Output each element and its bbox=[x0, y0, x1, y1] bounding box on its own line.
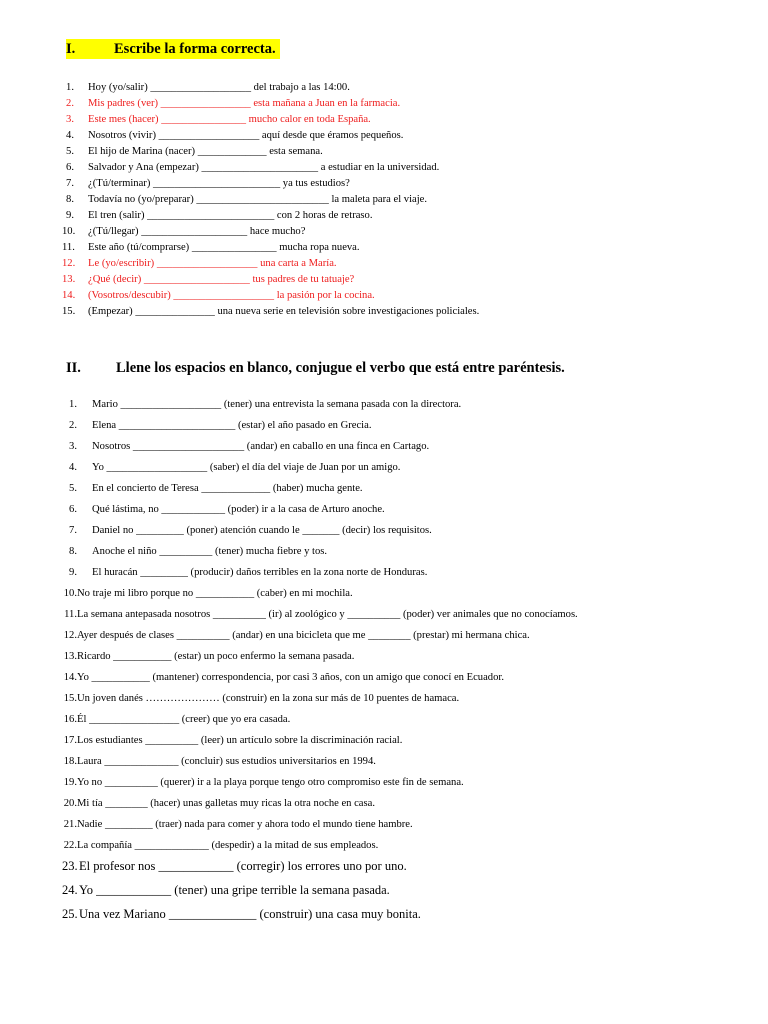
item-number: 13. bbox=[63, 651, 77, 662]
item-text: En el concierto de Teresa _____________ (haber) mucha gente. bbox=[92, 483, 363, 494]
item-number: 6. bbox=[69, 504, 77, 515]
exercise-item bbox=[62, 587, 353, 601]
exercise-item bbox=[62, 839, 378, 853]
exercise-item bbox=[62, 129, 403, 143]
item-text: El huracán _________ (producir) daños terribles en la zona norte de Honduras. bbox=[92, 567, 428, 578]
item-number: 21. bbox=[63, 819, 77, 830]
exercise-item bbox=[62, 161, 439, 175]
item-text: La semana antepasada nosotros __________ (ir) al zoológico y __________ (poder) ver animales que no conocíamos. bbox=[77, 609, 578, 620]
exercise-item bbox=[62, 907, 421, 921]
item-text: Yo ___________________ (saber) el día del viaje de Juan por un amigo. bbox=[92, 462, 401, 473]
item-text: El profesor nos ____________ (corregir) los errores uno por uno. bbox=[79, 859, 407, 873]
item-text: Yo ____________ (tener) una gripe terrible la semana pasada. bbox=[79, 883, 390, 897]
section-1-number: I. bbox=[66, 41, 76, 57]
item-number: 3. bbox=[66, 114, 74, 125]
item-number: 10. bbox=[62, 226, 76, 237]
exercise-item bbox=[62, 177, 350, 191]
exercise-item bbox=[62, 629, 530, 643]
item-text: El hijo de Marina (nacer) _____________ esta semana. bbox=[88, 146, 323, 157]
exercise-item bbox=[62, 209, 373, 223]
item-number: 17. bbox=[63, 735, 77, 746]
item-text: Ayer después de clases __________ (andar) en una bicicleta que me ________ (prestar) mi hermana chica. bbox=[77, 630, 530, 641]
section-1-title bbox=[66, 41, 280, 58]
item-text: (Vosotros/descubir) ___________________ la pasión por la cocina. bbox=[88, 290, 375, 301]
exercise-item bbox=[62, 608, 578, 622]
exercise-item bbox=[62, 734, 402, 748]
item-text: Anoche el niño __________ (tener) mucha fiebre y tos. bbox=[92, 546, 328, 557]
exercise-item bbox=[62, 797, 375, 811]
section-2-title bbox=[66, 360, 565, 377]
exercise-item bbox=[62, 482, 363, 496]
exercise-item bbox=[62, 398, 461, 412]
item-number: 13. bbox=[62, 274, 76, 285]
exercise-item bbox=[62, 859, 407, 873]
item-text: Él _________________ (creer) que yo era casada. bbox=[77, 714, 291, 725]
exercise-item bbox=[62, 145, 323, 159]
exercise-item bbox=[62, 419, 371, 433]
exercise-item bbox=[62, 461, 400, 475]
exercise-item bbox=[62, 713, 290, 727]
exercise-item bbox=[62, 193, 427, 207]
item-number: 7. bbox=[69, 525, 77, 536]
exercise-item bbox=[62, 650, 354, 664]
section-2-number: II. bbox=[66, 360, 81, 376]
item-number: 22. bbox=[63, 840, 77, 851]
exercise-item bbox=[62, 755, 376, 769]
item-number: 23. bbox=[62, 859, 78, 873]
item-number: 9. bbox=[69, 567, 77, 578]
item-text: No traje mi libro porque no ___________ (caber) en mi mochila. bbox=[77, 588, 353, 599]
item-number: 15. bbox=[62, 306, 76, 317]
item-number: 11. bbox=[64, 609, 77, 620]
item-number: 4. bbox=[66, 130, 74, 141]
exercise-item bbox=[62, 113, 371, 127]
item-number: 12. bbox=[63, 630, 77, 641]
item-text: Nosotros _____________________ (andar) en caballo en una finca en Cartago. bbox=[92, 441, 430, 452]
item-number: 24. bbox=[62, 883, 78, 897]
item-number: 8. bbox=[66, 194, 74, 205]
item-number: 18. bbox=[63, 756, 77, 767]
exercise-item bbox=[62, 305, 479, 319]
item-number: 1. bbox=[69, 399, 77, 410]
item-number: 4. bbox=[69, 462, 77, 473]
item-text: Yo ___________ (mantener) correspondencia, por casi 3 años, con un amigo que conocí en Ecuador. bbox=[77, 672, 504, 683]
exercise-item bbox=[62, 81, 350, 95]
item-text: (Empezar) _______________ una nueva serie en televisión sobre investigaciones policiales. bbox=[88, 306, 480, 317]
item-number: 25. bbox=[62, 907, 78, 921]
item-text: Un joven danés ………………… (construir) en la zona sur más de 10 puentes de hamaca. bbox=[77, 693, 460, 704]
item-number: 12. bbox=[62, 258, 76, 269]
exercise-item bbox=[62, 524, 432, 538]
item-number: 5. bbox=[66, 146, 74, 157]
item-text: El tren (salir) ________________________ con 2 horas de retraso. bbox=[88, 210, 373, 221]
exercise-item bbox=[62, 776, 464, 790]
item-number: 8. bbox=[69, 546, 77, 557]
section-2-heading: Llene los espacios en blanco, conjugue el verbo que está entre paréntesis. bbox=[116, 360, 565, 376]
item-text: Hoy (yo/salir) ___________________ del trabajo a las 14:00. bbox=[88, 82, 350, 93]
item-text: Todavía no (yo/preparar) _________________________ la maleta para el viaje. bbox=[88, 194, 428, 205]
item-number: 14. bbox=[62, 290, 76, 301]
item-number: 11. bbox=[62, 242, 75, 253]
item-number: 16. bbox=[63, 714, 77, 725]
item-text: Este año (tú/comprarse) ________________ mucha ropa nueva. bbox=[88, 242, 360, 253]
item-text: Los estudiantes __________ (leer) un artículo sobre la discriminación racial. bbox=[77, 735, 403, 746]
item-text: Nadie _________ (traer) nada para comer y ahora todo el mundo tiene hambre. bbox=[77, 819, 413, 830]
exercise-item bbox=[62, 671, 504, 685]
exercise-item bbox=[62, 545, 327, 559]
item-text: Mis padres (ver) _________________ esta mañana a Juan en la farmacia. bbox=[88, 98, 401, 109]
exercise-item bbox=[62, 97, 400, 111]
exercise-item bbox=[62, 818, 413, 832]
section-1-heading: Escribe la forma correcta. bbox=[114, 41, 276, 57]
item-text: Laura ______________ (concluir) sus estudios universitarios en 1994. bbox=[77, 756, 376, 767]
item-text: Elena ______________________ (estar) el año pasado en Grecia. bbox=[92, 420, 372, 431]
item-number: 2. bbox=[69, 420, 77, 431]
item-number: 6. bbox=[66, 162, 74, 173]
item-text: Yo no __________ (querer) ir a la playa porque tengo otro compromiso este fin de semana. bbox=[77, 777, 464, 788]
exercise-item bbox=[62, 241, 360, 255]
exercise-item bbox=[62, 440, 429, 454]
exercise-item bbox=[62, 289, 375, 303]
item-number: 2. bbox=[66, 98, 74, 109]
item-number: 10. bbox=[63, 588, 77, 599]
item-text: Daniel no _________ (poner) atención cuando le _______ (decir) los requisitos. bbox=[92, 525, 432, 536]
item-number: 5. bbox=[69, 483, 77, 494]
item-number: 19. bbox=[63, 777, 77, 788]
item-text: ¿(Tú/terminar) ________________________ ya tus estudios? bbox=[88, 178, 350, 189]
exercise-item bbox=[62, 692, 459, 706]
item-text: Mi tía ________ (hacer) unas galletas muy ricas la otra noche en casa. bbox=[77, 798, 375, 809]
exercise-item bbox=[62, 257, 337, 271]
item-text: Le (yo/escribir) ___________________ una carta a María. bbox=[88, 258, 337, 269]
exercise-item bbox=[62, 225, 305, 239]
item-number: 9. bbox=[66, 210, 74, 221]
item-number: 7. bbox=[66, 178, 74, 189]
item-number: 1. bbox=[66, 82, 74, 93]
exercise-item bbox=[62, 883, 390, 897]
item-number: 3. bbox=[69, 441, 77, 452]
item-text: Mario ___________________ (tener) una entrevista la semana pasada con la directora. bbox=[92, 399, 462, 410]
item-text: ¿Qué (decir) ____________________ tus padres de tu tatuaje? bbox=[88, 274, 355, 285]
item-text: Salvador y Ana (empezar) ______________________ a estudiar en la universidad. bbox=[88, 162, 440, 173]
item-number: 15. bbox=[63, 693, 77, 704]
item-text: Qué lástima, no ____________ (poder) ir a la casa de Arturo anoche. bbox=[92, 504, 385, 515]
exercise-item bbox=[62, 503, 385, 517]
item-text: Nosotros (vivir) ___________________ aquí desde que éramos pequeños. bbox=[88, 130, 404, 141]
item-number: 20. bbox=[63, 798, 77, 809]
item-text: La compañía ______________ (despedir) a la mitad de sus empleados. bbox=[77, 840, 379, 851]
exercise-item bbox=[62, 273, 354, 287]
item-text: Ricardo ___________ (estar) un poco enfermo la semana pasada. bbox=[77, 651, 355, 662]
exercise-item bbox=[62, 566, 427, 580]
item-text: Una vez Mariano ______________ (construir) una casa muy bonita. bbox=[79, 907, 421, 921]
item-text: ¿(Tú/llegar) ____________________ hace mucho? bbox=[88, 226, 306, 237]
item-number: 14. bbox=[63, 672, 77, 683]
item-text: Este mes (hacer) ________________ mucho calor en toda España. bbox=[88, 114, 371, 125]
